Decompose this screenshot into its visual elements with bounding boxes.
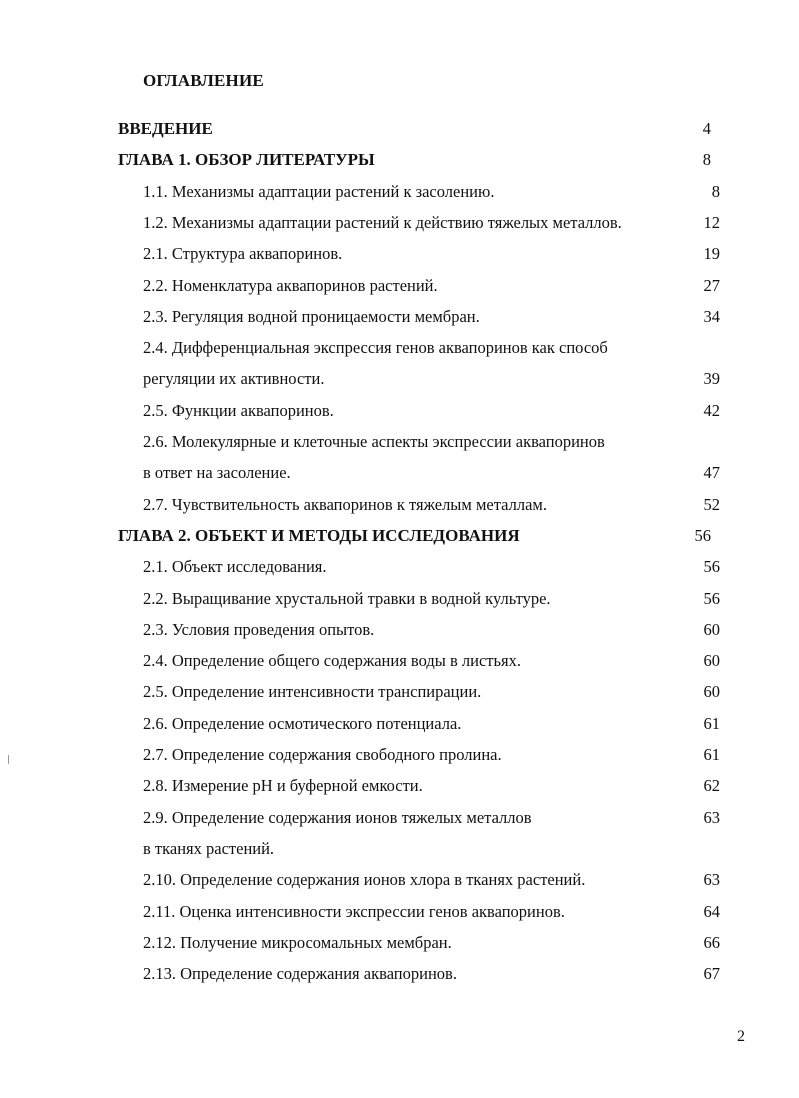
- toc-entry-title: 2.6. Молекулярные и клеточные аспекты экспрессии аквапоринов: [143, 432, 605, 451]
- toc-entry-title: 2.7. Определение содержания свободного пролина.: [143, 745, 502, 764]
- toc-entry-page: 8: [702, 150, 711, 169]
- toc-section-row: [0, 179, 799, 205]
- toc-section-row: [0, 679, 799, 705]
- toc-entry-title: 2.7. Чувствительность аквапоринов к тяжелым металлам.: [143, 495, 547, 514]
- toc-section-row: [0, 366, 799, 392]
- toc-entry-page: 52: [703, 495, 720, 514]
- toc-entry-page: 19: [703, 244, 720, 263]
- toc-entry-title: 2.3. Регуляция водной проницаемости мембран.: [143, 307, 480, 326]
- toc-entry-page: 60: [703, 682, 720, 701]
- toc-entry-page: 47: [703, 463, 720, 482]
- toc-entry-title: ВВЕДЕНИЕ: [118, 119, 213, 138]
- toc-entry-title: 2.4. Дифференциальная экспрессия генов аквапоринов как способ: [143, 338, 608, 357]
- toc-section-row: [0, 836, 799, 862]
- toc-entry-page: 63: [703, 870, 720, 889]
- toc-section-row: [0, 460, 799, 486]
- toc-section-row: [0, 867, 799, 893]
- toc-entry-page: 56: [694, 526, 711, 545]
- toc-section-row: [0, 429, 799, 455]
- toc-section-row: [0, 773, 799, 799]
- margin-mark: [8, 755, 9, 764]
- toc-entry-title: регуляции их активности.: [143, 369, 325, 388]
- toc-entry-title: 2.1. Структура аквапоринов.: [143, 244, 343, 263]
- toc-entry-title: 2.10. Определение содержания ионов хлора в тканях растений.: [143, 870, 586, 889]
- toc-entry-page: 4: [702, 119, 711, 138]
- toc-section-row: [0, 210, 799, 236]
- toc-entry-title: 2.3. Условия проведения опытов.: [143, 620, 375, 639]
- toc-entry-page: 66: [703, 933, 720, 952]
- toc-entry-title: 1.1. Механизмы адаптации растений к засолению.: [143, 182, 495, 201]
- toc-section-row: [0, 961, 799, 987]
- toc-entry-title: ГЛАВА 1. ОБЗОР ЛИТЕРАТУРЫ: [118, 150, 375, 169]
- toc-section-row: [0, 554, 799, 580]
- toc-section-row: [0, 335, 799, 361]
- toc-entry-title: 2.6. Определение осмотического потенциала.: [143, 714, 462, 733]
- toc-chapter-row: [0, 116, 799, 142]
- toc-section-row: [0, 304, 799, 330]
- toc-entry-page: 67: [703, 964, 720, 983]
- toc-entry-title: 1.2. Механизмы адаптации растений к действию тяжелых металлов.: [143, 213, 622, 232]
- toc-entry-page: 27: [703, 276, 720, 295]
- toc-entry-title: 2.8. Измерение рН и буферной емкости.: [143, 776, 423, 795]
- toc-chapter-row: [0, 523, 799, 549]
- toc-section-row: [0, 805, 799, 831]
- toc-entry-page: 60: [703, 620, 720, 639]
- toc-entry-page: 8: [711, 182, 720, 201]
- toc-entry-page: 61: [703, 714, 720, 733]
- toc-section-row: [0, 899, 799, 925]
- toc-entry-page: 63: [703, 808, 720, 827]
- toc-entry-title: 2.4. Определение общего содержания воды в листьях.: [143, 651, 521, 670]
- toc-section-row: [0, 586, 799, 612]
- toc-entry-page: 61: [703, 745, 720, 764]
- toc-entry-page: 56: [703, 589, 720, 608]
- toc-section-row: [0, 617, 799, 643]
- toc-entry-title: 2.13. Определение содержания аквапоринов.: [143, 964, 457, 983]
- toc-section-row: [0, 648, 799, 674]
- toc-section-row: [0, 241, 799, 267]
- toc-entry-page: 39: [703, 369, 720, 388]
- toc-entry-title: 2.9. Определение содержания ионов тяжелых металлов: [143, 808, 532, 827]
- toc-entry-title: 2.12. Получение микросомальных мембран.: [143, 933, 452, 952]
- toc-entry-page: 12: [703, 213, 720, 232]
- toc-entry-title: в ответ на засоление.: [143, 463, 291, 482]
- toc-entry-page: 62: [703, 776, 720, 795]
- toc-entry-title: 2.5. Определение интенсивности транспирации.: [143, 682, 482, 701]
- toc-entry-title: 2.11. Оценка интенсивности экспрессии генов аквапоринов.: [143, 902, 565, 921]
- toc-section-row: [0, 273, 799, 299]
- toc-section-row: [0, 398, 799, 424]
- toc-entry-title: 2.1. Объект исследования.: [143, 557, 327, 576]
- toc-chapter-row: [0, 147, 799, 173]
- toc-entry-page: 56: [703, 557, 720, 576]
- toc-section-row: [0, 492, 799, 518]
- toc-entry-page: 34: [703, 307, 720, 326]
- toc-section-row: [0, 930, 799, 956]
- toc-section-row: [0, 711, 799, 737]
- toc-section-row: [0, 742, 799, 768]
- toc-entry-page: 64: [703, 902, 720, 921]
- page-title: ОГЛАВЛЕНИЕ: [143, 71, 264, 90]
- toc-entry-title: ГЛАВА 2. ОБЪЕКТ И МЕТОДЫ ИССЛЕДОВАНИЯ: [118, 526, 520, 545]
- toc-entry-title: 2.2. Номенклатура аквапоринов растений.: [143, 276, 438, 295]
- toc-entry-title: 2.2. Выращивание хрустальной травки в водной культуре.: [143, 589, 551, 608]
- toc-entry-page: 42: [703, 401, 720, 420]
- toc-entry-page: 60: [703, 651, 720, 670]
- page-number: 2: [737, 1028, 745, 1045]
- toc-entry-title: в тканях растений.: [143, 839, 275, 858]
- toc-entry-title: 2.5. Функции аквапоринов.: [143, 401, 334, 420]
